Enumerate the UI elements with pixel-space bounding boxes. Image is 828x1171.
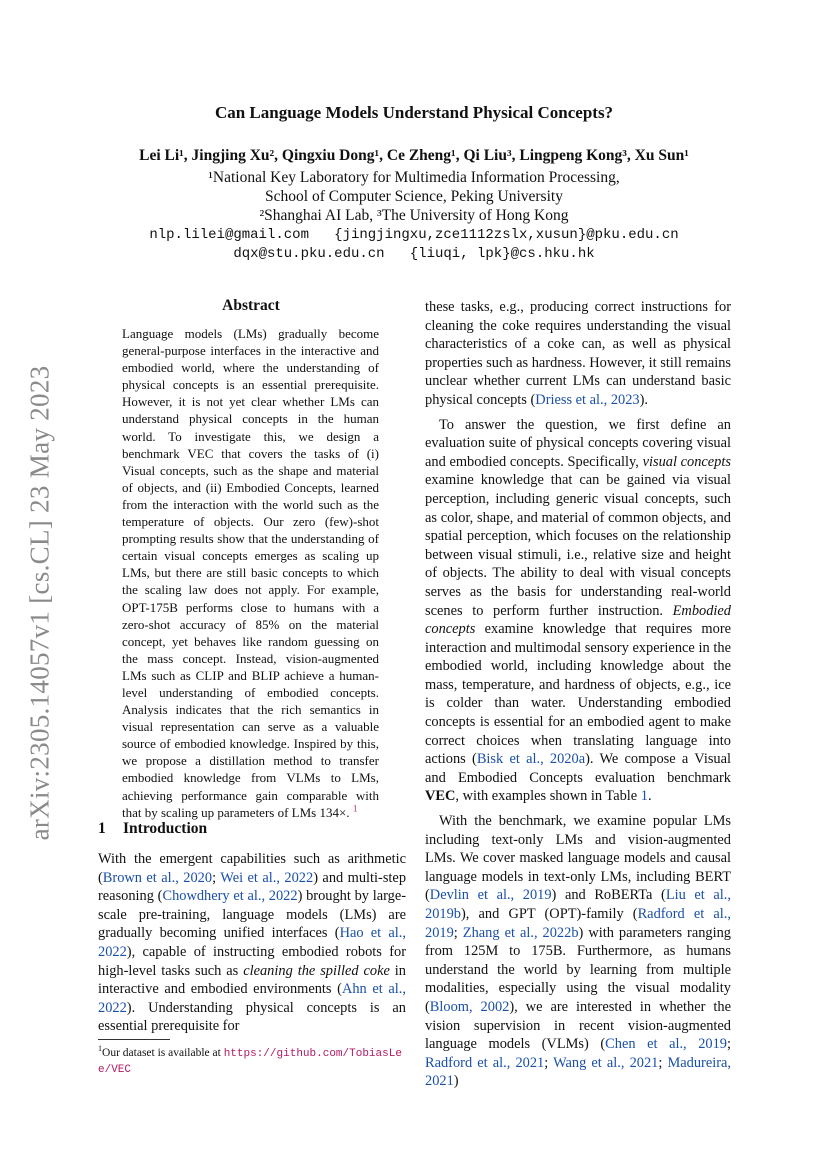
body-text: ) and multi-step reasoning ( xyxy=(98,869,407,905)
body-text: ; xyxy=(544,1054,554,1071)
paragraph xyxy=(425,812,731,1091)
citation-link[interactable]: Chowdhery et al., 2022 xyxy=(162,888,298,905)
footnote-rule xyxy=(98,1039,170,1040)
citation-link[interactable]: Ahn et al., 2022 xyxy=(98,981,406,1016)
abstract-body xyxy=(122,325,379,821)
body-text: ), and GPT (OPT)-family ( xyxy=(460,906,638,922)
body-text: , with examples shown in Table xyxy=(455,788,641,805)
author-list: Lei Li¹, Jingjing Xu², Qingxiu Dong¹, Ce Zheng¹, Qi Liu³, Lingpeng Kong³, Xu Sun¹ xyxy=(139,147,689,164)
body-text: ) and RoBERTa ( xyxy=(551,887,666,904)
body-text: ). xyxy=(639,391,648,408)
body-text: ). We compose a Visual and Embodied Concepts evaluation benchmark xyxy=(425,751,731,786)
citation-link[interactable]: Wei et al., 2022 xyxy=(220,869,314,886)
body-text: ; xyxy=(453,924,463,941)
body-text: ; xyxy=(658,1054,668,1071)
citation-link[interactable]: Liu et al., 2019b xyxy=(425,887,731,922)
body-text: ) brought by large-scale pre-training, language models (LMs) are gradually becoming unified interfaces ( xyxy=(98,888,406,942)
bold-text: VEC xyxy=(425,788,456,805)
footnote-url-link[interactable]: https://github.com/TobiasLee/VEC xyxy=(98,1048,402,1076)
body-text: in interactive and embodied environments ( xyxy=(98,962,406,998)
footnote-mark: 1 xyxy=(98,1044,103,1054)
footnote-text: Our dataset is available at xyxy=(102,1047,224,1059)
email-line: nlp.lilei@gmail.com {jingjingxu,zce1112zslx,xusun}@pku.edu.cn xyxy=(149,227,679,243)
body-text: ), we are interested in whether the vision supervision in recent vision-augmented language models (VLMs) ( xyxy=(425,998,731,1053)
citation-link[interactable]: Hao et al., 2022 xyxy=(98,925,406,960)
section-heading xyxy=(98,820,207,838)
citation-link[interactable]: Wang et al., 2021 xyxy=(553,1054,659,1071)
section-title: Introduction xyxy=(123,820,208,837)
citation-link[interactable]: Radford et al., 2021 xyxy=(425,1054,545,1071)
body-text: To answer the question, we first define an evaluation suite of physical concepts covering visual and embodied concepts. Specifically, xyxy=(425,416,731,470)
affiliation-line: School of Computer Science, Peking University xyxy=(265,188,563,205)
citation-link[interactable]: 1 xyxy=(640,788,648,805)
body-text: ; xyxy=(727,1036,731,1053)
abstract-footnote-link[interactable]: 1 xyxy=(352,803,358,814)
citation-link[interactable]: Driess et al., 2023 xyxy=(535,391,640,408)
body-text: ) with parameters ranging from 125M to 175B. Furthermore, as humans understand the world by learning from multiple modalities, especially using the visual modality ( xyxy=(425,924,732,1015)
citation-link[interactable]: Bisk et al., 2020a xyxy=(476,751,586,768)
body-text: ; xyxy=(212,869,221,886)
body-text: these tasks, e.g., producing correct instructions for cleaning the coke requires understanding the visual characteristics of a coke can, as well as physical properties such as hardness. However, it still remains unclear whether current LMs can understand basic physical concepts ( xyxy=(425,299,731,408)
intro-left-column xyxy=(98,850,406,1036)
citation-link[interactable]: Bloom, 2002 xyxy=(429,998,510,1015)
body-text: With the emergent capabilities such as arithmetic ( xyxy=(98,851,406,886)
arxiv-sidebar-stamp xyxy=(20,358,60,848)
section-number: 1 xyxy=(98,820,106,837)
citation-link[interactable]: Devlin et al., 2019 xyxy=(429,887,552,904)
arxiv-identifier: arXiv:2305.14057v1 [cs.CL] 23 May 2023 xyxy=(24,365,55,841)
body-text: examine knowledge that requires more interaction and multimodal sensory experience in the embodied world, including knowledge about the mass, temperature, and hardness of objects, e.g., ice is colder than water. Understanding embodied concepts is essential for an embodied agent to make correct choices when translating language into actions ( xyxy=(425,621,731,768)
citation-link[interactable]: Zhang et al., 2022b xyxy=(462,924,579,941)
emphasis-text: cleaning the spilled coke xyxy=(243,962,390,979)
body-text: ), capable of instructing embodied robots for high-level tasks such as xyxy=(98,943,406,979)
abstract-heading: Abstract xyxy=(222,297,280,314)
citation-link[interactable]: Chen et al., 2019 xyxy=(605,1036,727,1053)
citation-link[interactable]: Brown et al., 2020 xyxy=(102,869,213,886)
emphasis-text: Embodied concepts xyxy=(425,602,731,638)
right-column xyxy=(425,298,731,1091)
body-text: ). Understanding physical concepts is an essential prerequisite for xyxy=(98,999,406,1035)
body-text: . xyxy=(647,788,652,805)
email-line: dqx@stu.pku.edu.cn {liuqi, lpk}@cs.hku.hk xyxy=(233,246,595,262)
paragraph xyxy=(425,416,731,806)
paper-title: Can Language Models Understand Physical Concepts? xyxy=(214,103,614,122)
emphasis-text: visual concepts xyxy=(642,453,731,470)
citation-link[interactable]: Radford et al., 2019 xyxy=(425,906,731,941)
abstract-text: Language models (LMs) gradually become general-purpose interfaces in the interactive and embodied world, where the understanding of physical concepts is an essential prerequisite. However, it is not yet clear whether LMs can understand physical concepts in the human world. To investigate this, we design a benchmark VEC that covers the tasks of (i) Visual concepts, such as the shape and material of objects, and (ii) Embodied Concepts, learned from the interaction with the world such as the temperature of objects. Our zero (few)-shot prompting results show that the understanding of certain visual concepts emerges as scaling up LMs, but there are still basic concepts to which the scaling law does not apply. For example, OPT-175B performs close to humans with a zero-shot accuracy of 85% on the material concept, yet behaves like random guessing on the mass concept. Instead, vision-augmented LMs such as CLIP and BLIP achieve a human-level understanding of embodied concepts. Analysis indicates that the rich semantics in visual representation can serve as a valuable source of embodied knowledge. Inspired by this, we propose a distillation method to transfer embodied knowledge from VLMs to LMs, achieving performance gain comparable with that by scaling up parameters of LMs 134×. xyxy=(122,326,379,820)
paragraph xyxy=(425,298,731,410)
footnote xyxy=(98,1046,406,1078)
affiliation-line: ¹National Key Laboratory for Multimedia Information Processing, xyxy=(208,169,620,186)
body-text: ) xyxy=(453,1073,459,1090)
body-text: examine knowledge that can be gained via visual perception, including generic visual concepts, such as color, shape, and material of common objects, and spatial perception, which focuses on the relationship between visual stimuli, i.e., relative size and height of objects. The ability to deal with visual concepts serves as the basis for understanding real-world scenes to perform further instruction. xyxy=(425,472,731,619)
citation-link[interactable]: Madureira, 2021 xyxy=(425,1054,731,1090)
body-text: With the benchmark, we examine popular LMs including text-only LMs and vision-augmented LMs. We cover masked language models and causal language models in text-only LMs, including BERT ( xyxy=(425,813,731,904)
affiliation-line: ²Shanghai AI Lab, ³The University of Hong Kong xyxy=(259,207,569,224)
